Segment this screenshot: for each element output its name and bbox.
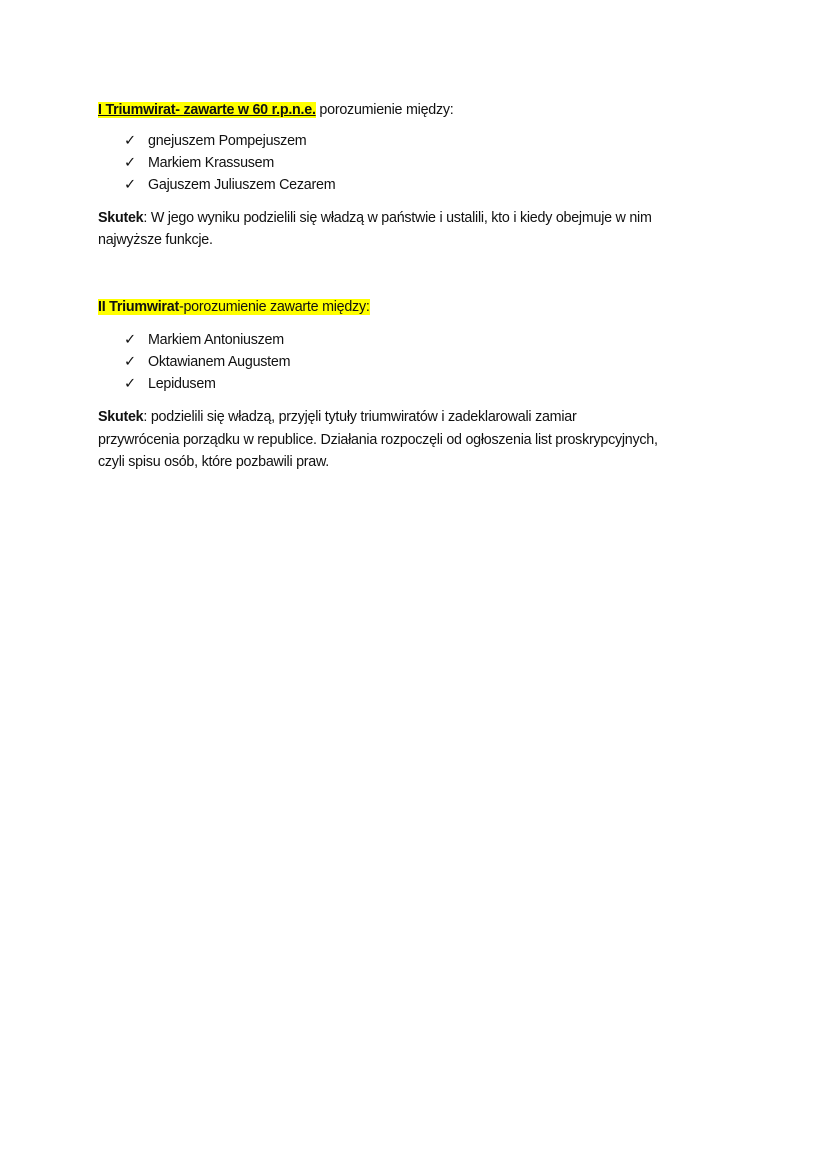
section2-effect-line bbox=[98, 453, 329, 471]
section2-heading-bold: II Triumwirat bbox=[98, 299, 179, 315]
list-item-text: Gajuszem Juliuszem Cezarem bbox=[148, 177, 336, 193]
list-item bbox=[124, 353, 290, 371]
check-icon: ✓ bbox=[124, 376, 136, 392]
check-icon: ✓ bbox=[124, 177, 136, 193]
section1-heading-highlight: I Triumwirat- zawarte w 60 r.p.n.e. bbox=[98, 102, 316, 118]
list-item-text: gnejuszem Pompejuszem bbox=[148, 133, 307, 149]
list-item bbox=[124, 331, 284, 349]
list-item-text: Markiem Antoniuszem bbox=[148, 332, 284, 348]
check-icon: ✓ bbox=[124, 332, 136, 348]
check-icon: ✓ bbox=[124, 155, 136, 171]
effect-label: Skutek bbox=[98, 409, 144, 425]
list-item-text: Markiem Krassusem bbox=[148, 155, 275, 171]
section1-effect-line bbox=[98, 209, 652, 227]
check-icon: ✓ bbox=[124, 133, 136, 149]
section1-heading-rest: porozumienie między: bbox=[315, 102, 454, 118]
list-item bbox=[124, 176, 335, 194]
list-item-text: Lepidusem bbox=[148, 376, 216, 392]
effect-text: : W jego wyniku podzielili się władzą w państwie i ustalili, kto i kiedy obejmuje w nim bbox=[143, 210, 652, 226]
effect-text: czyli spisu osób, które pozbawili praw. bbox=[98, 454, 330, 470]
effect-label: Skutek bbox=[98, 210, 144, 226]
list-item bbox=[124, 132, 306, 150]
effect-text: przywrócenia porządku w republice. Działania rozpoczęli od ogłoszenia list proskrypcyjnych, bbox=[98, 432, 658, 448]
section2-heading bbox=[98, 298, 370, 316]
check-icon: ✓ bbox=[124, 354, 136, 370]
section2-effect-line bbox=[98, 431, 658, 449]
effect-text: najwyższe funkcje. bbox=[98, 232, 213, 248]
section1-effect-line bbox=[98, 231, 213, 249]
section2-effect-line bbox=[98, 408, 576, 426]
list-item bbox=[124, 375, 216, 393]
list-item-text: Oktawianem Augustem bbox=[148, 354, 291, 370]
section1-heading bbox=[98, 101, 454, 119]
section2-heading-rest: -porozumienie zawarte między: bbox=[178, 299, 370, 315]
effect-text: : podzielili się władzą, przyjęli tytuły triumwiratów i zadeklarowali zamiar bbox=[143, 409, 577, 425]
list-item bbox=[124, 154, 274, 172]
